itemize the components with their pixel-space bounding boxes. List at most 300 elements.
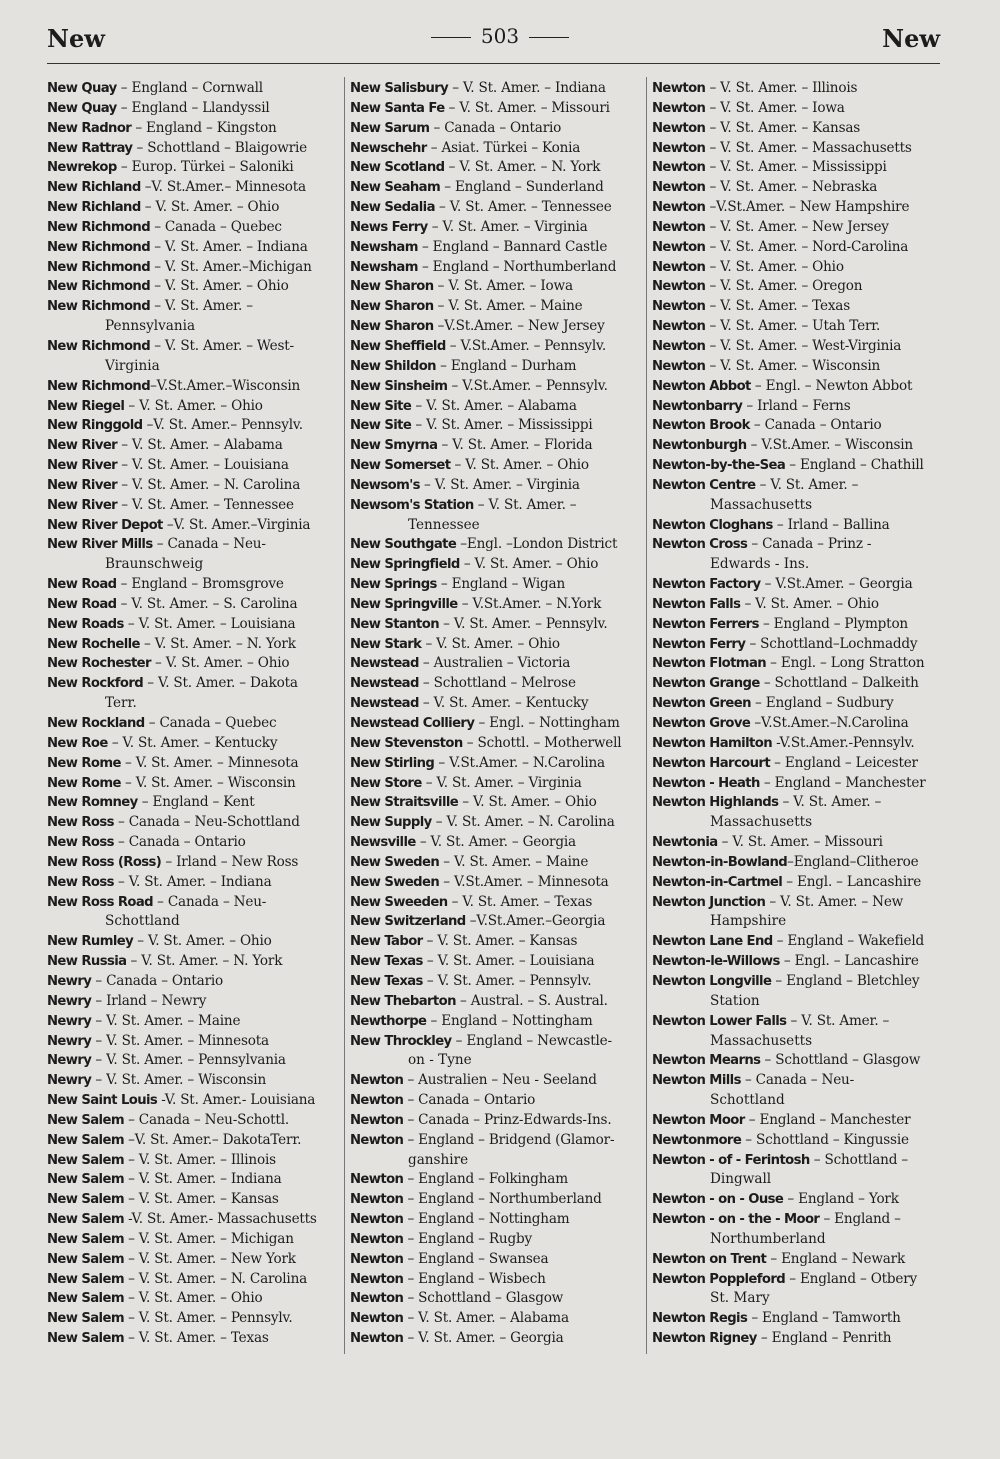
place-location: – England – Wakefield xyxy=(772,933,924,950)
gazetteer-entry xyxy=(350,416,642,436)
place-location: – Canada – Neu- xyxy=(153,893,267,910)
place-name: Newton xyxy=(350,1172,404,1188)
place-location: – V. St. Amer. – Ohio xyxy=(150,655,290,672)
place-location: – England – Penrith xyxy=(756,1330,892,1347)
place-location: – V. St. Amer. – Virginia xyxy=(421,774,582,791)
place-location: – Engl. – Nottingham xyxy=(474,715,620,731)
place-name: Newton Regis xyxy=(652,1311,748,1327)
gazetteer-entry xyxy=(350,258,642,278)
place-name: Newstead xyxy=(350,696,419,712)
place-location: – Australien – Neu - Seeland xyxy=(403,1072,597,1089)
place-name: Newton Mearns xyxy=(652,1053,761,1069)
place-name: New Rumley xyxy=(47,934,134,950)
place-name: New Salem xyxy=(47,1251,124,1267)
place-name: News Ferry xyxy=(350,219,428,235)
gazetteer-entry xyxy=(47,139,340,159)
place-name: New Saint Louis xyxy=(47,1093,158,1109)
place-name: New Texas xyxy=(350,973,423,989)
place-name: New Rome xyxy=(47,775,121,791)
place-name: Newton Mills xyxy=(652,1073,741,1089)
place-name: Newton - on - the - Moor xyxy=(652,1212,820,1228)
place-name: New Richmond xyxy=(47,299,151,315)
place-location: – England – Manchester xyxy=(759,774,926,791)
gazetteer-entry xyxy=(350,833,642,853)
gazetteer-entry xyxy=(652,1151,942,1171)
place-name: Newton xyxy=(652,81,706,96)
gazetteer-entry xyxy=(47,1012,340,1032)
place-name: Newton xyxy=(350,1271,404,1287)
place-location: – Austral. – S. Austral. xyxy=(455,992,608,1009)
gazetteer-entry xyxy=(47,1170,340,1190)
gazetteer-entry xyxy=(652,635,942,655)
gazetteer-entry xyxy=(652,694,942,714)
column-divider xyxy=(646,77,647,1354)
place-name: New Richmond xyxy=(47,259,151,275)
place-location: – V. St. Amer. – Nord-Carolina xyxy=(705,238,909,255)
place-name: New Smyrna xyxy=(350,438,438,454)
place-location: – V. St. Amer. – Missouri xyxy=(717,834,883,851)
place-location: – V. St. Amer. – Pennsylv. xyxy=(439,615,608,632)
place-location: – V. St. Amer. – S. Carolina xyxy=(116,595,298,612)
place-location: – England – Durham xyxy=(435,357,577,374)
gazetteer-entry xyxy=(350,813,642,833)
place-location: – V. St. Amer. – Virginia xyxy=(419,476,580,493)
place-location: – V. St. Amer. – Minnesota xyxy=(120,754,299,771)
place-name: New Salem xyxy=(47,1291,124,1307)
place-location: – Canada – Prinz - xyxy=(747,536,872,553)
place-location: – V. St. Amer. – Pennsylvania xyxy=(91,1052,286,1069)
gazetteer-entry xyxy=(350,893,642,913)
gazetteer-entry xyxy=(350,218,642,238)
place-location: – V. St. Amer. – West- xyxy=(150,337,294,354)
gazetteer-entry xyxy=(350,873,642,893)
gazetteer-entry xyxy=(47,337,340,357)
place-name: New Richland xyxy=(47,200,141,216)
gazetteer-entry xyxy=(47,833,340,853)
place-name: Newsham xyxy=(350,259,418,275)
place-location: – V. St. Amer. – Indiana xyxy=(150,238,308,255)
gazetteer-entry xyxy=(47,1289,340,1309)
place-location: – V. St. Amer. – Maine xyxy=(439,853,589,870)
place-location: – England – Sunderland xyxy=(440,179,604,196)
place-location: – Engl. – Long Stratton xyxy=(766,655,925,672)
place-location: – V.St.Amer. – Pennsylv. xyxy=(445,337,606,354)
place-location: – V. St. Amer. – Wisconsin xyxy=(705,357,881,374)
column-2 xyxy=(350,79,642,1349)
place-location: – Canada – Quebec xyxy=(144,715,277,731)
gazetteer-entry xyxy=(350,158,642,178)
place-name: Newton xyxy=(350,1251,404,1267)
place-location: – Irland – Ferns xyxy=(742,397,851,414)
gazetteer-entry xyxy=(47,119,340,139)
gazetteer-entry xyxy=(652,377,942,397)
place-location: – England – Wigan xyxy=(436,576,566,593)
place-name: Newton Ferry xyxy=(652,636,746,652)
place-location: – England – Nottingham xyxy=(426,1012,593,1029)
gazetteer-entry xyxy=(47,853,340,873)
place-name: New Sharon xyxy=(350,319,434,335)
place-location: – V. St. Amer. – New Jersey xyxy=(705,218,889,235)
gazetteer-entry xyxy=(652,535,942,555)
gazetteer-entry xyxy=(47,1071,340,1091)
entry-continuation: Schottland xyxy=(710,1092,785,1109)
place-name: New Texas xyxy=(350,954,423,970)
place-location: – V. St. Amer. – Alabama xyxy=(117,437,283,454)
place-name: Newton xyxy=(652,100,706,116)
gazetteer-entry xyxy=(652,774,942,794)
place-name: Newton xyxy=(652,358,706,374)
place-location: – England – Sudbury xyxy=(750,695,894,712)
place-location: – V. St. Amer. – Indiana xyxy=(448,80,606,96)
place-location: –V.St.Amer. – New Hampshire xyxy=(705,199,910,216)
place-location: –V. St. Amer.– Pennsylv. xyxy=(142,417,303,434)
gazetteer-entry xyxy=(350,694,642,714)
place-location: – England – Newcastle- xyxy=(451,1032,612,1049)
place-location: – V. St. Amer. – Mississippi xyxy=(705,159,887,176)
gazetteer-entry xyxy=(652,99,942,119)
place-location: – V. St. Amer.–Michigan xyxy=(150,258,312,275)
place-name: New Springfield xyxy=(350,557,460,573)
gazetteer-entry xyxy=(47,1091,340,1111)
gazetteer-entry xyxy=(47,476,340,496)
place-name: New Rockland xyxy=(47,716,145,731)
place-name: New Switzerland xyxy=(350,914,466,930)
place-location: – V. St. Amer. – N. York xyxy=(444,159,601,176)
place-location: – Canada – Prinz-Edwards-Ins. xyxy=(403,1111,612,1128)
gazetteer-entry xyxy=(350,456,642,476)
place-location: – V. St. Amer. – Iowa xyxy=(705,99,845,116)
place-name: New Site xyxy=(350,398,412,414)
place-location: – Canada – Neu-Schottl. xyxy=(123,1111,289,1128)
place-location: – Irland – Newry xyxy=(91,992,207,1009)
gazetteer-entry xyxy=(652,714,942,734)
place-name: New River xyxy=(47,458,118,474)
place-location: – V. St. Amer. – xyxy=(786,1012,890,1029)
gazetteer-entry xyxy=(350,853,642,873)
place-name: Newtonbarry xyxy=(652,398,743,414)
place-name: New Ringgold xyxy=(47,418,143,434)
place-location: – V.St.Amer. – N.York xyxy=(457,595,602,612)
gazetteer-entry xyxy=(350,535,642,555)
place-location: – V. St. Amer. – Ohio xyxy=(705,258,844,275)
gazetteer-entry xyxy=(350,1289,642,1309)
entry-continuation: Schottland xyxy=(105,913,180,930)
place-name: New Rome xyxy=(47,755,121,771)
place-name: Newry xyxy=(47,973,92,989)
place-location: – V. St. Amer. – Michigan xyxy=(123,1230,294,1247)
place-name: New Salem xyxy=(47,1331,124,1347)
gazetteer-entry xyxy=(47,635,340,655)
place-location: – V. St. Amer. – West-Virginia xyxy=(705,337,902,354)
place-location: – England – Chathill xyxy=(785,457,924,474)
place-name: Newton Moor xyxy=(652,1112,745,1128)
place-location: – V. St. Amer. – Alabama xyxy=(411,397,577,414)
place-name: New Richmond xyxy=(47,239,151,255)
place-location: – V. St. Amer. – Massachusetts xyxy=(705,139,912,156)
gazetteer-entry xyxy=(47,377,340,397)
gazetteer-entry xyxy=(350,99,642,119)
place-name: Newton Green xyxy=(652,696,751,712)
place-name: New Sinsheim xyxy=(350,378,448,394)
place-location: – V. St. Amer. – Maine xyxy=(91,1012,241,1029)
place-name: Newton xyxy=(652,120,706,136)
gazetteer-entry xyxy=(350,1170,642,1190)
place-name: Newton Grange xyxy=(652,676,760,692)
place-name: New River Depot xyxy=(47,517,163,533)
place-name: Newton xyxy=(652,299,706,315)
place-name: New Sharon xyxy=(350,299,434,315)
gazetteer-entry xyxy=(350,734,642,754)
place-name: Newton xyxy=(350,1311,404,1327)
gazetteer-entry xyxy=(350,476,642,496)
gazetteer-entry xyxy=(652,575,942,595)
place-location: – England – Northumberland xyxy=(417,258,617,275)
gazetteer-entry xyxy=(652,1190,942,1210)
gazetteer-entry xyxy=(47,99,340,119)
gazetteer-entry xyxy=(47,1151,340,1171)
gazetteer-entry xyxy=(652,317,942,337)
place-name: Newton Abbot xyxy=(652,378,751,394)
entry-continuation: ganshire xyxy=(408,1151,469,1168)
place-location: – V. St. Amer. – N. York xyxy=(139,635,296,652)
gazetteer-entry xyxy=(350,674,642,694)
place-name: New Store xyxy=(350,775,422,791)
place-name: New Rockford xyxy=(47,676,144,692)
place-name: New Sharon xyxy=(350,279,434,295)
place-name: Newton xyxy=(350,1073,404,1089)
gazetteer-entry xyxy=(350,1032,642,1052)
place-location: – V. St. Amer. – Louisiana xyxy=(123,615,296,632)
gazetteer-entry xyxy=(350,1012,642,1032)
place-name: Newton - Heath xyxy=(652,775,760,791)
gazetteer-entry xyxy=(652,793,942,813)
gazetteer-entry xyxy=(652,873,942,893)
place-name: New River xyxy=(47,477,118,493)
place-name: Newton Centre xyxy=(652,477,756,493)
gazetteer-entry xyxy=(652,297,942,317)
gazetteer-entry xyxy=(652,416,942,436)
gazetteer-entry xyxy=(47,1032,340,1052)
place-name: New Rochelle xyxy=(47,636,140,652)
gazetteer-entry xyxy=(652,218,942,238)
place-location: – Canada – Neu- xyxy=(152,536,266,553)
gazetteer-entry xyxy=(47,258,340,278)
place-name: Newton-in-Cartmel xyxy=(652,874,783,890)
place-name: New Salem xyxy=(47,1271,124,1287)
place-name: Newsham xyxy=(350,239,418,255)
place-name: New Richmond xyxy=(47,378,151,394)
place-location: –V. St. Amer.–Virginia xyxy=(162,516,311,533)
place-name: New River xyxy=(47,438,118,454)
place-location: – V.St.Amer. – Georgia xyxy=(760,576,913,593)
gazetteer-entry xyxy=(652,1051,942,1071)
place-location: – England – Tamworth xyxy=(747,1310,901,1327)
place-name: Newtonburgh xyxy=(652,438,747,454)
place-name: Newton Grove xyxy=(652,716,751,731)
place-location: –V. St. Amer.– DakotaTerr. xyxy=(123,1131,302,1148)
gazetteer-entry xyxy=(350,297,642,317)
place-name: New Road xyxy=(47,596,117,612)
gazetteer-entry xyxy=(350,555,642,575)
place-name: Newton Rigney xyxy=(652,1331,757,1347)
gazetteer-entry xyxy=(652,1210,942,1230)
place-name: Newtonia xyxy=(652,835,718,851)
place-location: – Schottland – xyxy=(809,1151,908,1168)
place-location: – England – Otbery xyxy=(785,1270,918,1287)
place-location: –Engl. –London District xyxy=(456,536,618,553)
place-name: New Roe xyxy=(47,735,108,751)
place-location: – V. St. Amer. – Tennessee xyxy=(117,496,294,513)
gazetteer-entry xyxy=(47,277,340,297)
gazetteer-entry xyxy=(350,1131,642,1151)
place-name: Newton Junction xyxy=(652,894,766,910)
gazetteer-entry xyxy=(47,714,340,734)
gazetteer-entry xyxy=(350,238,642,258)
place-location: – England – Manchester xyxy=(744,1111,911,1128)
place-location: – England – Northumberland xyxy=(403,1191,602,1208)
gazetteer-entry xyxy=(350,496,642,516)
place-location: – V. St. Amer. – Louisiana xyxy=(422,953,595,970)
place-location: – Canada – Ontario xyxy=(403,1092,536,1109)
place-name: Newton xyxy=(652,319,706,335)
place-name: New Richmond xyxy=(47,338,151,354)
place-name: Newstead xyxy=(350,676,419,692)
gazetteer-entry xyxy=(350,1230,642,1250)
place-name: Newton Falls xyxy=(652,596,741,612)
place-location: -V.St.Amer.-Pennsylv. xyxy=(771,734,915,751)
place-name: New Sheffield xyxy=(350,338,446,354)
gazetteer-entry xyxy=(47,952,340,972)
place-name: New Stark xyxy=(350,636,422,652)
gazetteer-entry xyxy=(652,357,942,377)
place-location: – V. St. Amer. – Alabama xyxy=(403,1310,569,1327)
place-location: – V. St. Amer. – Kansas xyxy=(705,119,861,136)
gazetteer-entry xyxy=(47,79,340,99)
entry-continuation: Massachusetts xyxy=(710,814,813,831)
gazetteer-entry xyxy=(652,397,942,417)
gazetteer-entry xyxy=(350,912,642,932)
gazetteer-entry xyxy=(47,178,340,198)
gazetteer-entry xyxy=(350,337,642,357)
place-location: – V. St. Amer. – Illinois xyxy=(705,80,858,96)
place-name: New Sweden xyxy=(350,854,440,870)
place-location: – V. St. Amer. – N. Carolina xyxy=(123,1270,308,1287)
gazetteer-entry xyxy=(350,1250,642,1270)
entry-continuation: Edwards - Ins. xyxy=(710,556,810,573)
place-location: – V. St. Amer. – Indiana xyxy=(123,1171,282,1188)
place-location: – England – xyxy=(819,1211,901,1228)
entry-continuation: Dingwall xyxy=(710,1171,772,1188)
place-location: – V. St. Amer. – Dakota xyxy=(143,675,298,692)
place-name: Newton on Trent xyxy=(652,1251,767,1267)
place-location: – V. St. Amer. – Georgia xyxy=(415,834,576,851)
place-name: New Sweeden xyxy=(350,894,448,910)
place-location: – V. St. Amer. – Kentucky xyxy=(418,695,589,712)
place-name: Newton xyxy=(652,259,706,275)
gazetteer-entry xyxy=(652,119,942,139)
gazetteer-entry xyxy=(652,337,942,357)
place-name: New Sedalia xyxy=(350,200,435,216)
place-name: Newtonmore xyxy=(652,1132,742,1148)
gazetteer-entry xyxy=(47,873,340,893)
gazetteer-entry xyxy=(47,1051,340,1071)
place-location: – V. St. Amer. – N. York xyxy=(126,953,283,970)
place-name: New Sweden xyxy=(350,874,440,890)
place-location: – England – Kent xyxy=(137,794,255,811)
entry-continuation: on - Tyne xyxy=(408,1052,472,1069)
place-location: – V. St. Amer. – xyxy=(778,794,882,811)
place-name: New Quay xyxy=(47,100,117,116)
gazetteer-entry xyxy=(652,277,942,297)
gazetteer-entry xyxy=(350,754,642,774)
gazetteer-entry xyxy=(652,1250,942,1270)
place-name: New River Mills xyxy=(47,537,153,553)
gazetteer-entry xyxy=(350,377,642,397)
place-name: Newry xyxy=(47,993,92,1009)
place-name: New Straitsville xyxy=(350,795,459,811)
gazetteer-entry xyxy=(652,139,942,159)
gazetteer-entry xyxy=(652,476,942,496)
place-location: – V. St. Amer. – Minnesota xyxy=(91,1032,269,1049)
gazetteer-entry xyxy=(652,1309,942,1329)
place-name: Newton xyxy=(350,1112,404,1128)
place-name: Newton xyxy=(652,200,706,216)
place-name: New Somerset xyxy=(350,458,451,474)
place-location: – V. St. Amer. – Kansas xyxy=(123,1191,279,1208)
gazetteer-entry xyxy=(47,654,340,674)
place-name: New River xyxy=(47,497,118,513)
place-name: New Site xyxy=(350,418,412,434)
place-location: – England – York xyxy=(783,1191,899,1208)
gazetteer-entry xyxy=(652,1012,942,1032)
gazetteer-entry xyxy=(350,1190,642,1210)
gazetteer-entry xyxy=(47,893,340,913)
place-location: – V. St. Amer. – xyxy=(473,496,577,513)
place-location: – England – Cornwall xyxy=(116,80,263,96)
gazetteer-entry xyxy=(350,972,642,992)
place-location: – England – Bannard Castle xyxy=(417,238,608,255)
place-name: New Supply xyxy=(350,815,432,831)
place-location: – Engl. – Lancashire xyxy=(779,953,919,970)
place-location: – V. St. Amer. – Ohio xyxy=(421,635,560,652)
gazetteer-entry xyxy=(350,178,642,198)
gazetteer-entry xyxy=(350,714,642,734)
place-location: – Schottland–Lochmaddy xyxy=(745,635,918,652)
gazetteer-entry xyxy=(47,1111,340,1131)
place-location: – England – Llandyssil xyxy=(116,99,270,116)
place-location: – V. St. Amer. – Ohio xyxy=(450,457,589,474)
gazetteer-entry xyxy=(652,238,942,258)
gazetteer-entry xyxy=(350,397,642,417)
gazetteer-entry xyxy=(350,436,642,456)
place-name: Newton xyxy=(350,1093,404,1109)
place-location: -V. St. Amer.- Louisiana xyxy=(157,1092,316,1109)
place-location: – V.St.Amer. – N.Carolina xyxy=(434,754,605,771)
gazetteer-entry xyxy=(350,793,642,813)
place-location: – V. St. Amer. – Wisconsin xyxy=(91,1072,267,1089)
place-location: – Europ. Türkei – Saloniki xyxy=(116,159,294,176)
gazetteer-entry xyxy=(47,932,340,952)
page-number-text: 503 xyxy=(480,24,520,48)
gazetteer-entry xyxy=(47,615,340,635)
place-location: – Schottland – Dalkeith xyxy=(759,675,919,692)
gazetteer-entry xyxy=(47,1131,340,1151)
place-name: New Springville xyxy=(350,596,458,612)
place-location: – Canada – Ontario xyxy=(113,834,246,851)
gazetteer-entry xyxy=(47,436,340,456)
place-name: New Salem xyxy=(47,1311,124,1327)
gazetteer-entry xyxy=(350,575,642,595)
